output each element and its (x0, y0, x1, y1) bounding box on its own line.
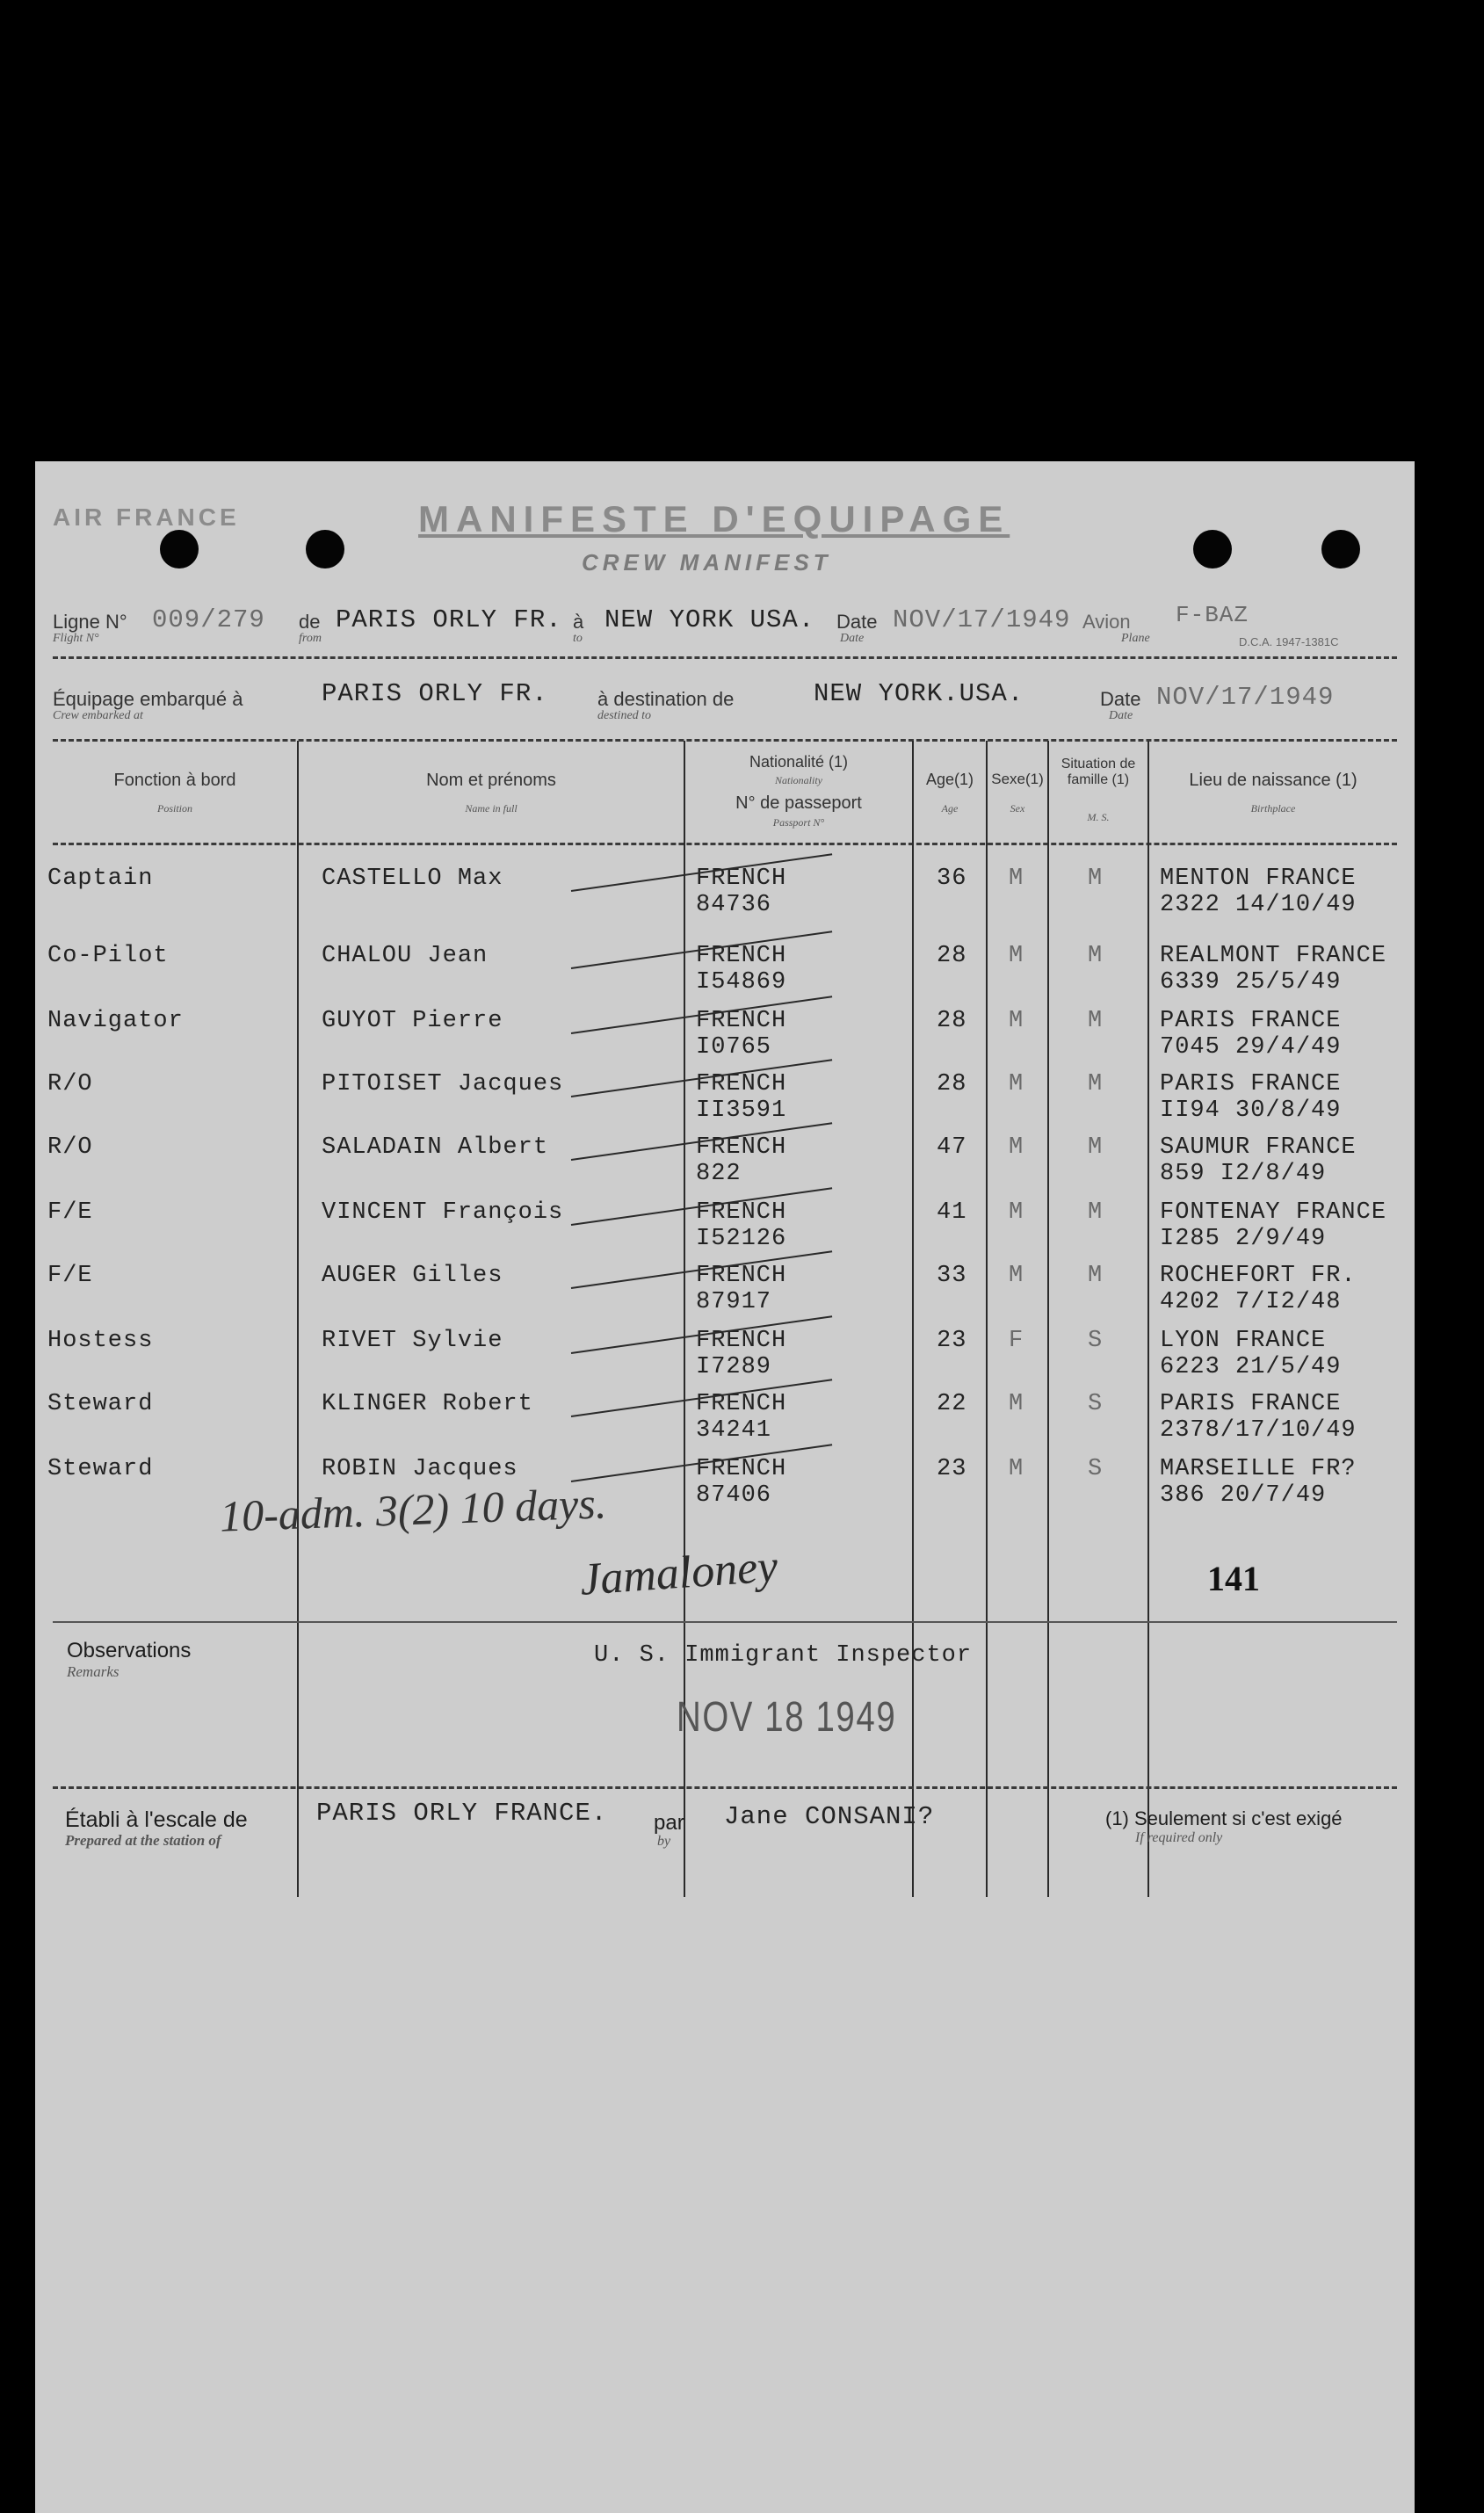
embarked-at: PARIS ORLY FR. (322, 679, 548, 708)
arrival-stamp: NOV 18 1949 (677, 1694, 897, 1741)
crew-name: VINCENT François (322, 1199, 564, 1226)
embark-sub: Crew embarked at (53, 709, 143, 722)
col-header-position: Fonction à bord (113, 771, 236, 790)
crew-passport: 87406 (696, 1482, 772, 1509)
col-subheader-birthplace: Birthplace (1250, 802, 1296, 815)
crew-name: RIVET Sylvie (322, 1328, 503, 1354)
crew-ms: M (1088, 865, 1104, 892)
crew-nationality: FRENCH (696, 1456, 787, 1482)
crew-sex: M (1009, 943, 1024, 969)
table-top-rule (53, 739, 1397, 742)
crew-sex: F (1009, 1328, 1024, 1354)
crew-birthplace: MARSEILLE FR? (1160, 1456, 1357, 1482)
prepared-station: PARIS ORLY FRANCE. (316, 1799, 608, 1828)
crew-age: 33 (937, 1263, 967, 1289)
flight-date: NOV/17/1949 (893, 605, 1071, 634)
crew-sex: M (1009, 1263, 1024, 1289)
ligne-sub: Flight N° (53, 632, 99, 645)
signature: Jamaloney (578, 1541, 779, 1605)
prepared-label: Établi à l'escale de (65, 1807, 248, 1832)
table-bottom-rule (53, 1621, 1397, 1623)
crew-age: 22 (937, 1391, 967, 1417)
crew-position: R/O (47, 1071, 93, 1097)
punch-hole-2 (306, 530, 344, 569)
crew-birth-detail: II94 30/8/49 (1160, 1097, 1342, 1124)
crew-age: 47 (937, 1134, 967, 1161)
crew-position: Captain (47, 865, 154, 892)
crew-birth-detail: 6223 21/5/49 (1160, 1354, 1342, 1380)
date-label: Date (836, 611, 878, 633)
de-label: de (299, 611, 321, 633)
crew-birth-detail: I285 2/9/49 (1160, 1226, 1327, 1252)
footnote: (1) Seulement si c'est exigé (1105, 1807, 1343, 1829)
crew-ms: S (1088, 1391, 1104, 1417)
airline-name: AIR FRANCE (53, 503, 240, 531)
crew-age: 41 (937, 1199, 967, 1226)
crew-birth-detail: 859 I2/8/49 (1160, 1161, 1327, 1187)
col-header-name: Nom et prénoms (426, 771, 556, 790)
col-subheader-sex: Sex (1010, 802, 1025, 815)
crew-birth-detail: 6339 25/5/49 (1160, 969, 1342, 996)
crew-age: 36 (937, 865, 967, 892)
crew-ms: M (1088, 1008, 1104, 1034)
manifest-sheet (35, 461, 1415, 2513)
crew-row (35, 1199, 1415, 1261)
crew-passport: I54869 (696, 969, 787, 996)
inspector-label: U. S. Immigrant Inspector (594, 1642, 973, 1669)
crew-row (35, 1328, 1415, 1389)
table-header-rule (53, 843, 1397, 845)
prepared-sub: Prepared at the station of (65, 1832, 221, 1849)
crew-row (35, 1134, 1415, 1196)
crew-position: Steward (47, 1391, 154, 1417)
flight-to: NEW YORK USA. (604, 605, 815, 634)
crew-ms: M (1088, 1199, 1104, 1226)
crew-birth-detail: 2378/17/10/49 (1160, 1417, 1357, 1444)
destination-label: à destination de (597, 688, 735, 710)
destination-sub: destined to (597, 709, 652, 722)
crew-name: AUGER Gilles (322, 1263, 503, 1289)
col-subheader-marital: M. S. (1087, 811, 1110, 823)
ligne-label: Ligne N° (53, 611, 127, 633)
a-label: à (573, 611, 584, 633)
form-code: D.C.A. 1947-1381C (1239, 635, 1339, 648)
de-sub: from (299, 632, 322, 645)
col-subheader-name: Name in full (465, 802, 518, 815)
crew-age: 23 (937, 1456, 967, 1482)
crew-nationality: FRENCH (696, 1391, 787, 1417)
flight-line-rule (53, 656, 1397, 659)
col-subheader-nationality: Nationality (775, 774, 822, 786)
crew-row (35, 1263, 1415, 1324)
crew-age: 28 (937, 1071, 967, 1097)
punch-hole-1 (160, 530, 199, 569)
crew-birthplace: LYON FRANCE (1160, 1328, 1327, 1354)
crew-birthplace: REALMONT FRANCE (1160, 943, 1387, 969)
crew-passport: I52126 (696, 1226, 787, 1252)
crew-row (35, 865, 1415, 927)
crew-name: PITOISET Jacques (322, 1071, 564, 1097)
col-subheader-position: Position (156, 802, 192, 815)
embark-label: Équipage embarqué à (53, 688, 243, 710)
crew-row (35, 1008, 1415, 1069)
crew-age: 23 (937, 1328, 967, 1354)
crew-passport: 822 (696, 1161, 742, 1187)
crew-name: ROBIN Jacques (322, 1456, 518, 1482)
crew-sex: M (1009, 1199, 1024, 1226)
col-header-nationality: Nationalité (1) (749, 753, 849, 771)
embark-date-sub: Date (1109, 709, 1133, 722)
crew-sex: M (1009, 1008, 1024, 1034)
avion-sub: Plane (1121, 632, 1150, 645)
crew-name: SALADAIN Albert (322, 1134, 549, 1161)
crew-name: CHALOU Jean (322, 943, 489, 969)
avion-label: Avion (1082, 611, 1131, 633)
crew-sex: M (1009, 1134, 1024, 1161)
crew-passport: 34241 (696, 1417, 772, 1444)
crew-position: R/O (47, 1134, 93, 1161)
crew-nationality: FRENCH (696, 1263, 787, 1289)
crew-name: CASTELLO Max (322, 865, 503, 892)
footnote-sub: If required only (1135, 1830, 1223, 1845)
crew-passport: II3591 (696, 1097, 787, 1124)
document-subtitle: CREW MANIFEST (582, 549, 832, 576)
crew-ms: M (1088, 1263, 1104, 1289)
crew-age: 28 (937, 943, 967, 969)
crew-row (35, 1071, 1415, 1133)
crew-sex: M (1009, 1071, 1024, 1097)
crew-position: Co-Pilot (47, 943, 169, 969)
col-header-birthplace: Lieu de naissance (1) (1189, 771, 1357, 790)
crew-passport: I0765 (696, 1034, 772, 1061)
remarks-sub: Remarks (67, 1663, 119, 1680)
plane-registration: F-BAZ (1176, 602, 1249, 628)
col-header-sex: Sexe(1) (991, 771, 1044, 787)
crew-birth-detail: 386 20/7/49 (1160, 1482, 1327, 1509)
crew-ms: M (1088, 1071, 1104, 1097)
crew-name: KLINGER Robert (322, 1391, 533, 1417)
page-number: 141 (1207, 1559, 1260, 1598)
crew-age: 28 (937, 1008, 967, 1034)
destination: NEW YORK.USA. (814, 679, 1024, 708)
col-header-passport: N° de passeport (735, 793, 862, 813)
crew-birth-detail: 4202 7/I2/48 (1160, 1289, 1342, 1315)
par-sub: by (657, 1834, 671, 1849)
crew-sex: M (1009, 865, 1024, 892)
crew-nationality: FRENCH (696, 1328, 787, 1354)
crew-birthplace: PARIS FRANCE (1160, 1071, 1342, 1097)
crew-row (35, 1391, 1415, 1452)
crew-nationality: FRENCH (696, 1199, 787, 1226)
col-subheader-age: Age (941, 802, 959, 815)
date-sub: Date (840, 632, 865, 645)
crew-birthplace: MENTON FRANCE (1160, 865, 1357, 892)
crew-birthplace: FONTENAY FRANCE (1160, 1199, 1387, 1226)
crew-position: Navigator (47, 1008, 184, 1034)
crew-position: Hostess (47, 1328, 154, 1354)
crew-nationality: FRENCH (696, 1134, 787, 1161)
handwritten-note: 10-adm. 3(2) 10 days. (219, 1478, 608, 1541)
crew-position: F/E (47, 1199, 93, 1226)
crew-passport: 84736 (696, 892, 772, 918)
crew-row (35, 943, 1415, 1004)
crew-ms: S (1088, 1328, 1104, 1354)
embark-date-label: Date (1100, 688, 1141, 710)
remarks-label: Observations (67, 1639, 192, 1662)
crew-birthplace: PARIS FRANCE (1160, 1391, 1342, 1417)
crew-position: Steward (47, 1456, 154, 1482)
col-subheader-passport: Passport N° (772, 816, 825, 829)
punch-hole-3 (1193, 530, 1232, 569)
crew-birthplace: SAUMUR FRANCE (1160, 1134, 1357, 1161)
crew-birthplace: PARIS FRANCE (1160, 1008, 1342, 1034)
crew-sex: M (1009, 1456, 1024, 1482)
prepared-by: Jane CONSANI? (724, 1802, 935, 1831)
crew-nationality: FRENCH (696, 865, 787, 892)
crew-nationality: FRENCH (696, 1071, 787, 1097)
col-header-age: Age(1) (925, 771, 974, 788)
crew-ms: S (1088, 1456, 1104, 1482)
crew-birthplace: ROCHEFORT FR. (1160, 1263, 1357, 1289)
crew-birth-detail: 2322 14/10/49 (1160, 892, 1357, 918)
embark-date: NOV/17/1949 (1156, 683, 1335, 712)
crew-name: GUYOT Pierre (322, 1008, 503, 1034)
a-sub: to (573, 632, 583, 645)
flight-number: 009/279 (152, 605, 265, 634)
crew-ms: M (1088, 943, 1104, 969)
crew-position: F/E (47, 1263, 93, 1289)
crew-passport: 87917 (696, 1289, 772, 1315)
crew-nationality: FRENCH (696, 1008, 787, 1034)
flight-from: PARIS ORLY FR. (336, 605, 562, 634)
footer-rule (53, 1786, 1397, 1789)
crew-passport: I7289 (696, 1354, 772, 1380)
crew-birth-detail: 7045 29/4/49 (1160, 1034, 1342, 1061)
par-label: par (654, 1811, 684, 1835)
crew-sex: M (1009, 1391, 1024, 1417)
col-header-marital: Situation de famille (1) (1061, 757, 1136, 787)
crew-ms: M (1088, 1134, 1104, 1161)
punch-hole-4 (1321, 530, 1360, 569)
document-title: MANIFESTE D'EQUIPAGE (418, 498, 1010, 540)
crew-nationality: FRENCH (696, 943, 787, 969)
